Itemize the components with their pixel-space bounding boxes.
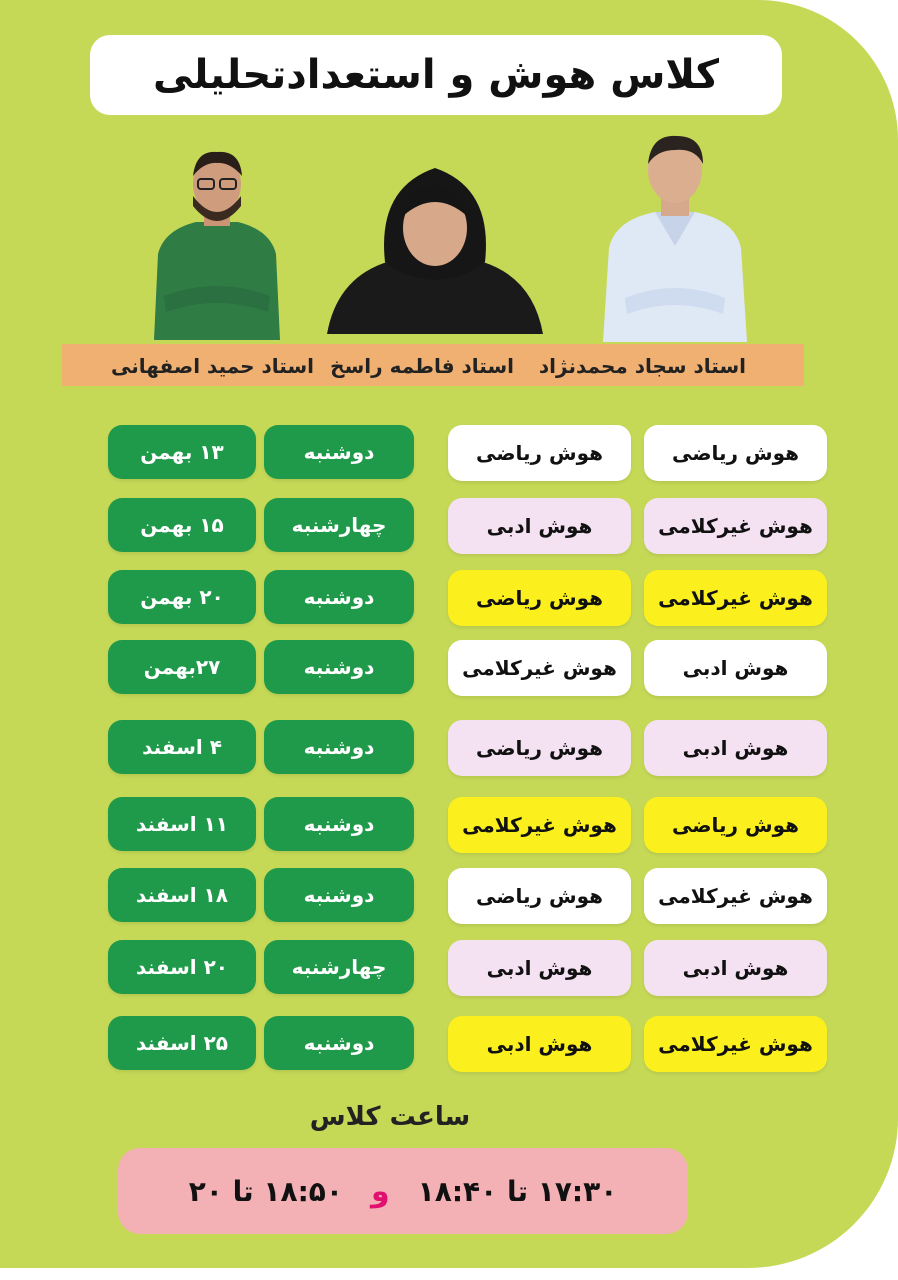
schedule-day-8: چهارشنبه: [264, 940, 414, 994]
schedule-subject-teacher-2-9: هوش ادبی: [448, 1016, 631, 1072]
schedule-day-7: دوشنبه: [264, 868, 414, 922]
page-title: کلاس هوش و استعدادتحلیلی: [152, 52, 720, 98]
schedule-subject-teacher-2-8: هوش ادبی: [448, 940, 631, 996]
schedule-day-4: دوشنبه: [264, 640, 414, 694]
schedule-subject-teacher-1-1: هوش ریاضی: [644, 425, 827, 481]
class-hours-second: ۱۸:۵۰ تا ۲۰: [188, 1174, 343, 1208]
schedule-date-4: ۲۷بهمن: [108, 640, 256, 694]
schedule-date-6: ۱۱ اسفند: [108, 797, 256, 851]
teacher-name-3: استاد حمید اصفهانی: [111, 354, 314, 378]
schedule-day-9: دوشنبه: [264, 1016, 414, 1070]
schedule-date-3: ۲۰ بهمن: [108, 570, 256, 624]
schedule-day-3: دوشنبه: [264, 570, 414, 624]
schedule-subject-teacher-2-7: هوش ریاضی: [448, 868, 631, 924]
schedule-subject-teacher-1-9: هوش غیرکلامی: [644, 1016, 827, 1072]
schedule-subject-teacher-2-4: هوش غیرکلامی: [448, 640, 631, 696]
schedule-subject-teacher-2-2: هوش ادبی: [448, 498, 631, 554]
class-hours-first: ۱۷:۳۰ تا ۱۸:۴۰: [417, 1174, 618, 1208]
schedule-subject-teacher-2-1: هوش ریاضی: [448, 425, 631, 481]
teacher-photo-3: [150, 146, 284, 340]
schedule-date-2: ۱۵ بهمن: [108, 498, 256, 552]
teacher-photo-1: [595, 128, 755, 342]
schedule-subject-teacher-1-8: هوش ادبی: [644, 940, 827, 996]
teacher-name-2: استاد فاطمه راسخ: [330, 354, 514, 378]
schedule-subject-teacher-1-4: هوش ادبی: [644, 640, 827, 696]
schedule-day-2: چهارشنبه: [264, 498, 414, 552]
schedule-date-8: ۲۰ اسفند: [108, 940, 256, 994]
class-hours-and: و: [370, 1173, 390, 1209]
title-box: [90, 35, 782, 115]
schedule-day-6: دوشنبه: [264, 797, 414, 851]
schedule-day-1: دوشنبه: [264, 425, 414, 479]
class-hours-box: [118, 1148, 688, 1234]
schedule-subject-teacher-1-5: هوش ادبی: [644, 720, 827, 776]
schedule-subject-teacher-1-6: هوش ریاضی: [644, 797, 827, 853]
teacher-name-1: استاد سجاد محمدنژاد: [538, 354, 746, 378]
schedule-subject-teacher-1-7: هوش غیرکلامی: [644, 868, 827, 924]
schedule-date-9: ۲۵ اسفند: [108, 1016, 256, 1070]
schedule-date-5: ۴ اسفند: [108, 720, 256, 774]
teacher-photo-2: [327, 158, 543, 334]
schedule-subject-teacher-2-5: هوش ریاضی: [448, 720, 631, 776]
schedule-subject-teacher-2-6: هوش غیرکلامی: [448, 797, 631, 853]
schedule-date-7: ۱۸ اسفند: [108, 868, 256, 922]
schedule-date-1: ۱۳ بهمن: [108, 425, 256, 479]
schedule-subject-teacher-1-3: هوش غیرکلامی: [644, 570, 827, 626]
schedule-subject-teacher-1-2: هوش غیرکلامی: [644, 498, 827, 554]
schedule-subject-teacher-2-3: هوش ریاضی: [448, 570, 631, 626]
class-hours-label: ساعت کلاس: [309, 1102, 471, 1132]
schedule-day-5: دوشنبه: [264, 720, 414, 774]
